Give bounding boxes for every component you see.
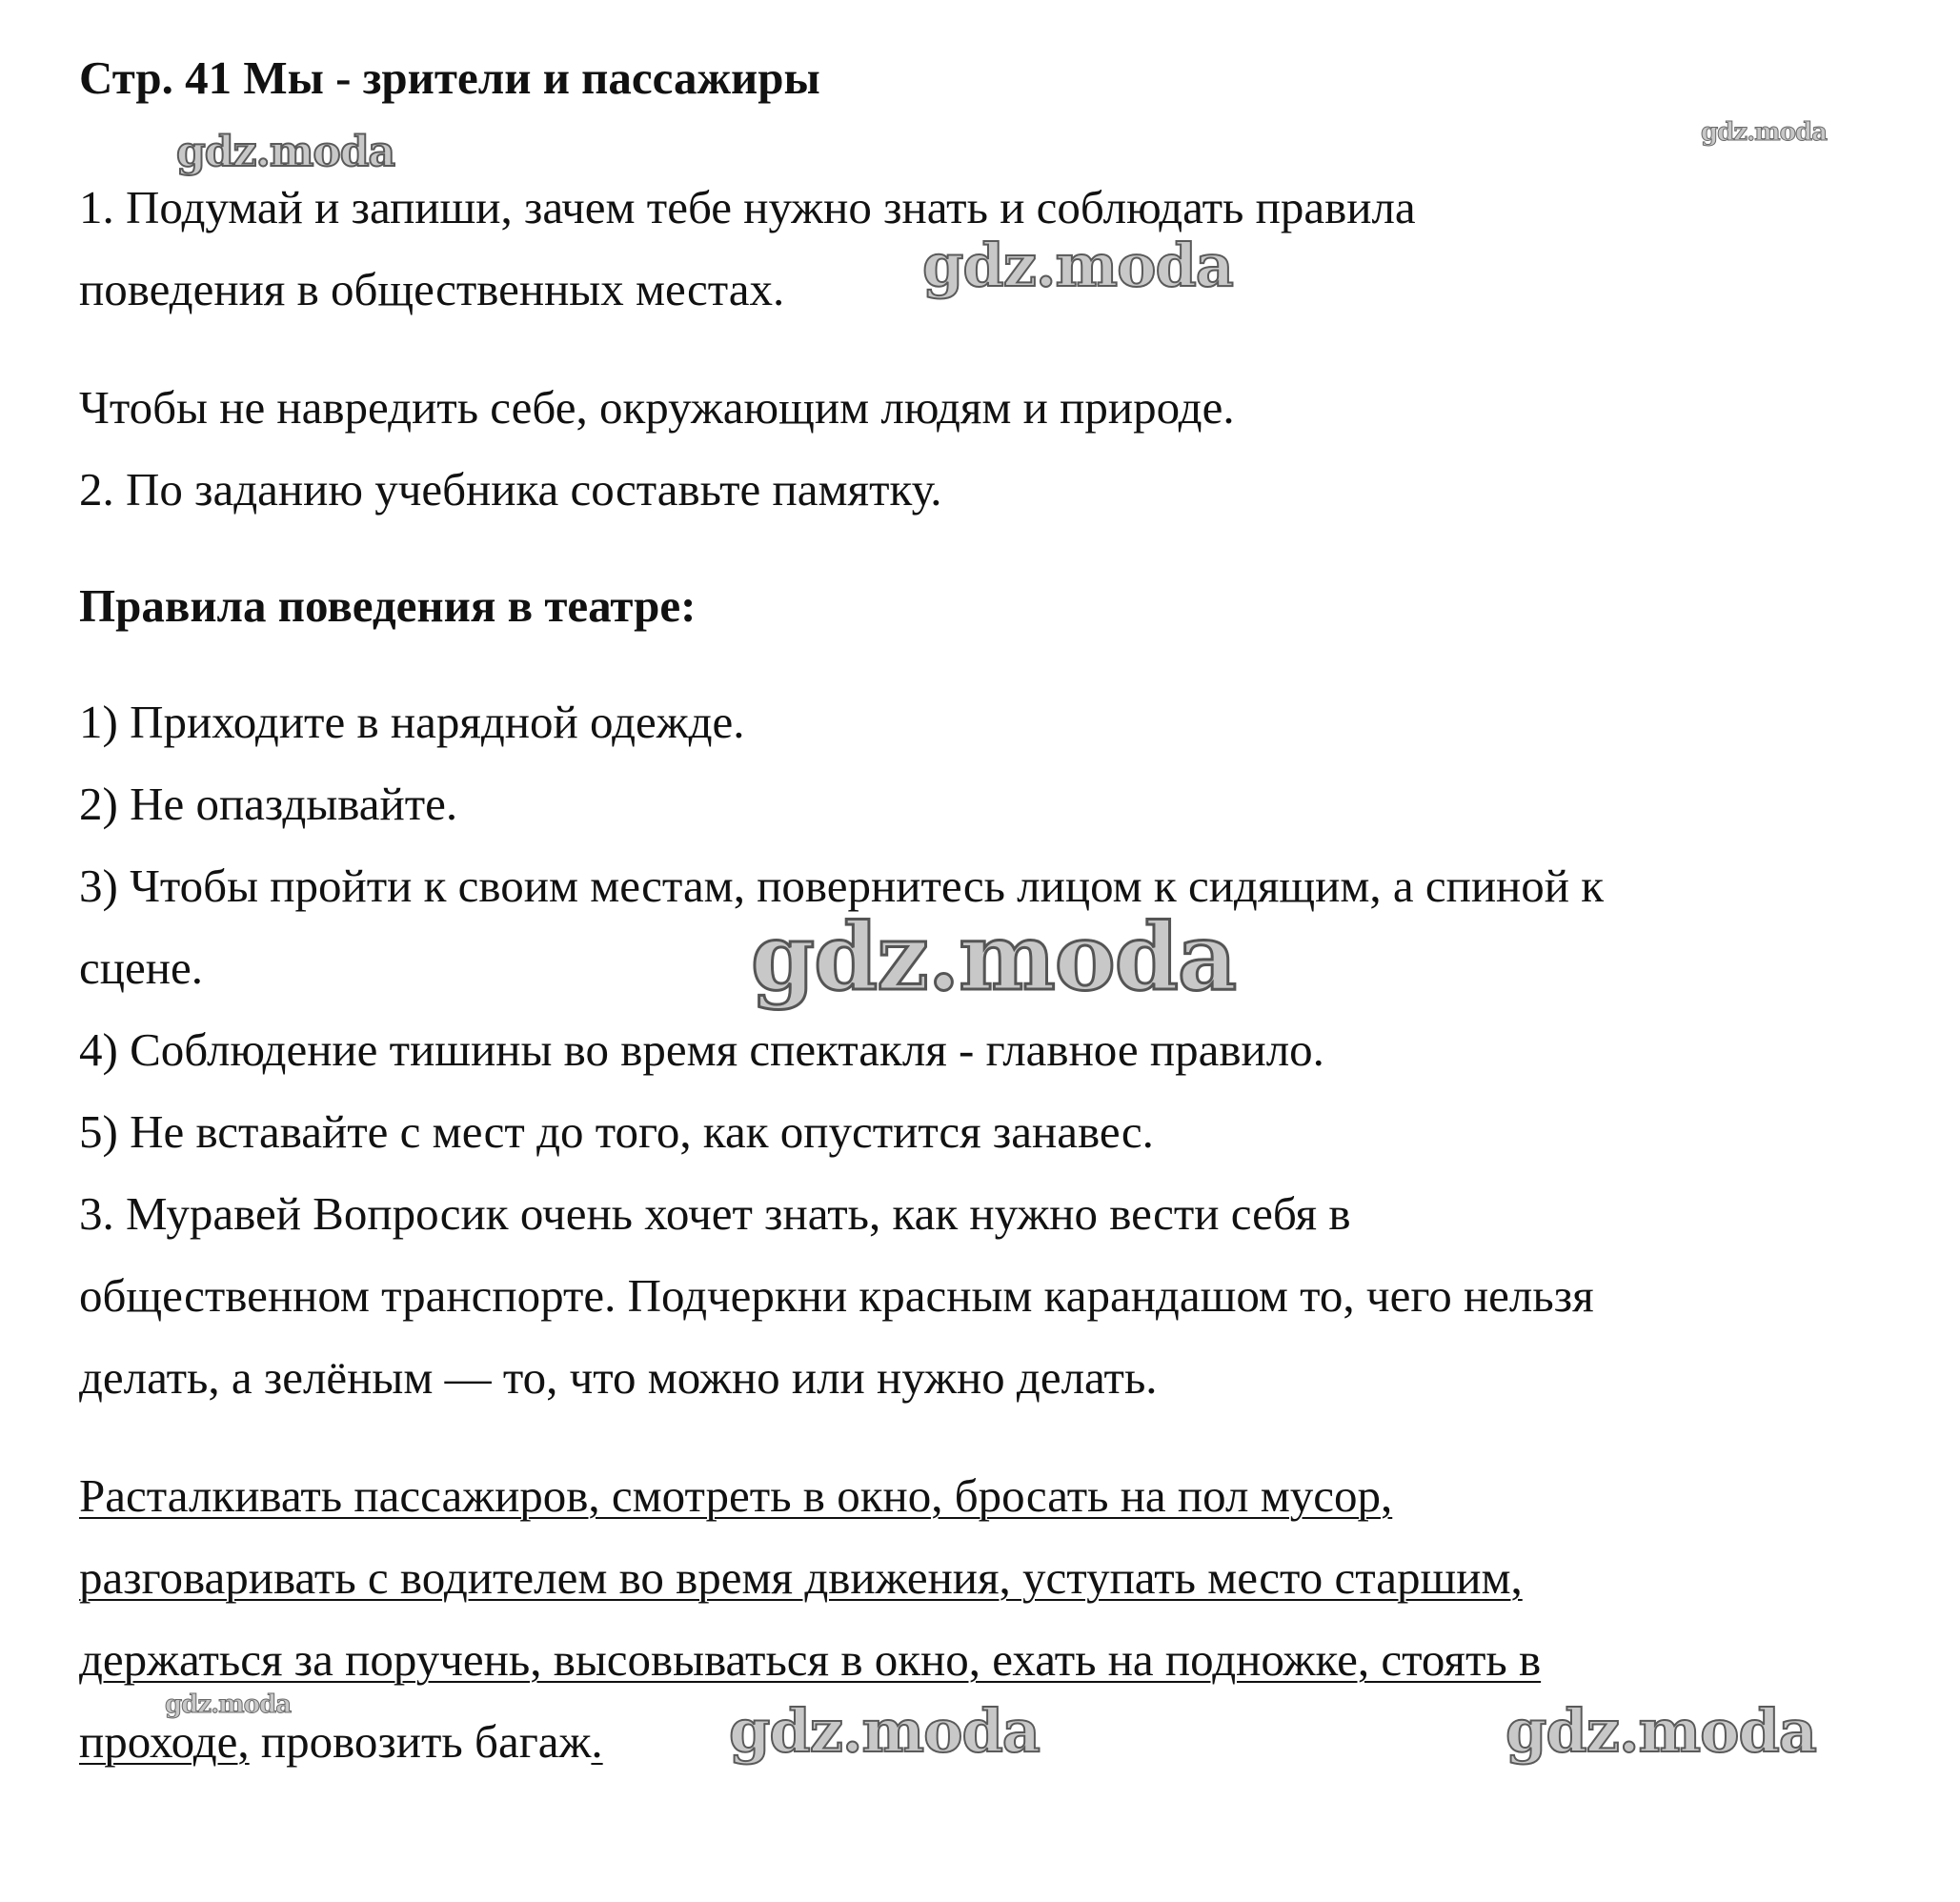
rule-1: 1) Приходите в нарядной одежде. xyxy=(79,696,745,748)
rule-3-line1: 3) Чтобы пройти к своим местам, повернитесь лицом к сидящим, а спиной к xyxy=(79,860,1605,912)
watermark: gdz.moda xyxy=(176,128,395,176)
theatre-rules-heading: Правила поведения в театре: xyxy=(79,579,697,632)
watermark: gdz.moda xyxy=(922,231,1233,300)
task1-question-line1: 1. Подумай и запиши, зачем тебе нужно знать и соблюдать правила xyxy=(79,181,1416,233)
underlined-fragment: проходе, xyxy=(79,1715,250,1768)
watermark: gdz.moda xyxy=(165,1690,292,1719)
task3-answer-line1: Расталкивать пассажиров, смотреть в окно, бросать на пол мусор, xyxy=(79,1469,1393,1522)
watermark: gdz.moda xyxy=(1505,1696,1816,1766)
task1-question-line2: поведения в общественных местах. xyxy=(79,263,785,315)
task3-question-line1: 3. Муравей Вопросик очень хочет знать, как нужно вести себя в xyxy=(79,1187,1351,1240)
rule-5: 5) Не вставайте с мест до того, как опустится занавес. xyxy=(79,1105,1154,1158)
rule-3-line2: сцене. xyxy=(79,941,203,994)
task3-question-line3: делать, а зелёным — то, что можно или нужно делать. xyxy=(79,1351,1158,1404)
task1-answer: Чтобы не навредить себе, окружающим людям и природе. xyxy=(79,381,1235,434)
page-title: Стр. 41 Мы - зрители и пассажиры xyxy=(79,51,820,104)
task3-answer-line4 xyxy=(79,1713,603,1770)
task2-question: 2. По заданию учебника составьте памятку. xyxy=(79,463,942,516)
plain-fragment: провозить багаж xyxy=(249,1715,592,1768)
watermark: gdz.moda xyxy=(729,1696,1040,1766)
task3-answer-line3: держаться за поручень, высовываться в окно, ехать на подножке, стоять в xyxy=(79,1633,1542,1686)
underlined-period: . xyxy=(591,1715,603,1768)
watermark: gdz.moda xyxy=(1701,118,1828,147)
rule-4: 4) Соблюдение тишины во время спектакля - главное правило. xyxy=(79,1023,1324,1076)
watermark: gdz.moda xyxy=(751,903,1237,1011)
task3-answer-line2: разговаривать с водителем во время движения, уступать место старшим, xyxy=(79,1551,1523,1604)
task3-question-line2: общественном транспорте. Подчеркни красным карандашом то, чего нельзя xyxy=(79,1269,1594,1322)
rule-2: 2) Не опаздывайте. xyxy=(79,778,458,830)
